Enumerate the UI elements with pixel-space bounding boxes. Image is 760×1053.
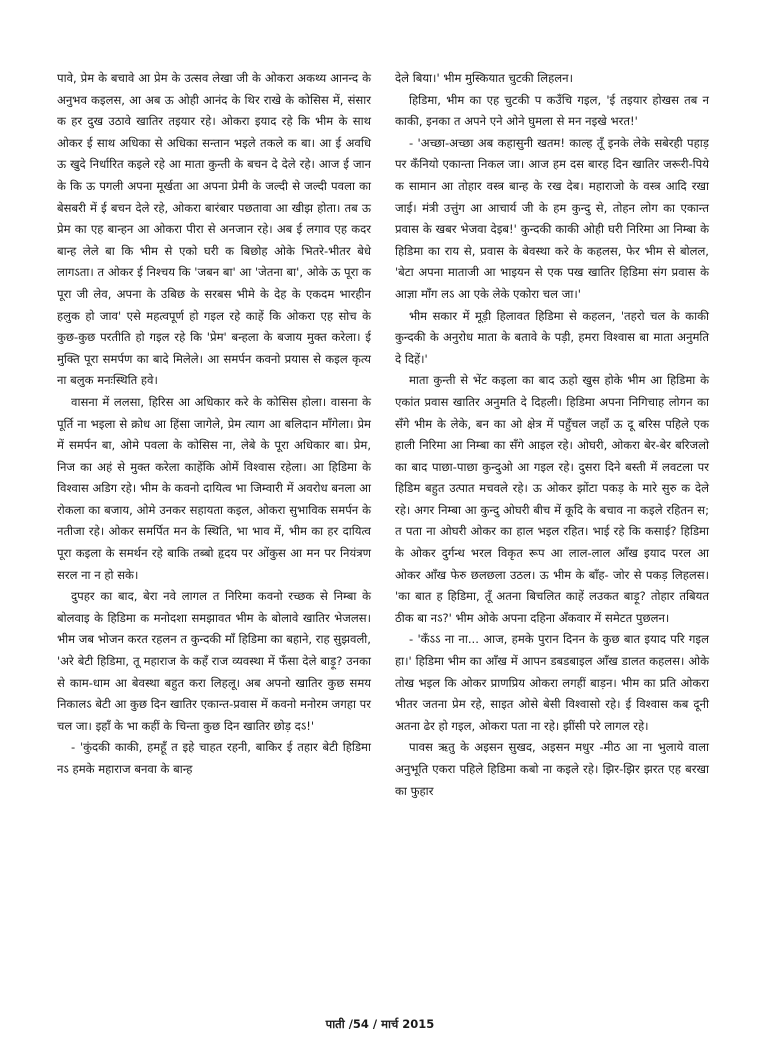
paragraph: - 'कुंदकी काकी, हमहूँ त इहे चाहत रहनी, बाकिर ई तहार बेटी हिडिमा नऽ हमके महाराज बनवा के बान्ह	[57, 740, 371, 776]
left-column	[57, 68, 371, 781]
paragraph: देले बिया।' भीम मुस्कियात चुटकी लिहलन।	[395, 71, 573, 85]
paragraph: हिडिमा, भीम का एह चुटकी प कउँचि गइल, 'ई तइयार होखस तब न काकी, इनका त अपने एने ओने घुमला से मन नइखे भरत!'	[395, 92, 709, 129]
paragraph: दुपहर का बाद, बेरा नवे लागल त निरिमा कवनो रच्छक से निम्बा के बोलवाइ के हिडिमा क मनोदशा समझावत भीम के बोलावे खातिर भेजलस। भीम जब भोजन करत रहलन त कुन्दकी माँ हिडिमा का बहाने, राह सुझवली, 'अरे बेटी हिडिमा, तू महाराज के कहँ राज व्यवस्था में फँसा देले बाड़ू? उनका से काम-धाम आ बेवस्था बहुत करा लिहलू। अब अपनो खातिर कुछ समय निकालऽ बेटी आ कुछ दिन खातिर एकान्त-प्रवास में कवनो मनोरम जगहा पर चल जा। इहाँ के भा कहीं के चिन्ता कुछ दिन खातिर छोड़ दऽ!'	[57, 589, 371, 733]
paragraph: - 'अच्छा-अच्छा अब कहासुनी खतम! काल्ह तूँ इनके लेके सबेरही पहाड़ पर कँनियो एकान्ता निकल जा। आज हम दस बारह दिन खातिर जरूरी-पिये क सामान आ तोहार वस्त्र बान्ह के रख देब। महाराजो के वस्त्र आदि रखा जाई। मंत्री उत्तुंग आ आचार्य जी के हम कुन्दु से, तोहन लोग का एकान्त प्रवास के खबर भेजवा देइब!' कुन्दकी काकी ओही घरी निरिमा आ निम्बा के हिडिमा का राय से, प्रवास के बेवस्था करे के कहलस, फेर भीम से बोलल, 'बेटा अपना माताजी आ भाइयन से एक पख खातिर हिडिमा संग प्रवास के आज्ञा माँग लऽ आ एके लेके एकोरा चल जा।'	[395, 135, 709, 301]
paragraph: माता कुन्ती से भेंट कइला का बाद ऊहो खुस होके भीम आ हिडिमा के एकांत प्रवास खातिर अनुमति दे दिहली। हिडिमा अपना निगिचाह लोगन का सँगे भीम के लेके, बन का ओ क्षेत्र में पहुँचल जहाँ ऊ दू बरिस पहिले एक हाली निरिमा आ निम्बा का सँगे आइल रहे। ओघरी, ओकरा बेर-बेर बरिजलो का बाद पाछा-पाछा कुन्दुओ आ गइल रहे। दुसरा दिने बस्ती में लवटला पर हिडिम बहुत उत्पात मचवले रहे। ऊ ओकर झोंटा पकड़ के मारे सुरु क देले रहे। अगर निम्बा आ कुन्दु ओघरी बीच में कूदि के बचाव ना कइले रहितन स; त पता ना ओघरी ओकर का हाल भइल रहित। भाई रहे कि कसाई? हिडिमा के ओकर दुर्गन्ध भरल विकृत रूप आ लाल-लाल आँख इयाद परल आ ओकर आँख फेरु छलछला उठल। ऊ भीम के बाँह- जोर से पकड़ लिहलस। 'का बात ह हिडिमा, तूँ अतना बिचलित काहें लउकत बाड़ू? तोहार तबियत ठीक बा नऽ?' भीम ओके अपना दहिना अँकवार में समेटत पुछलन।	[395, 373, 709, 625]
paragraph: वासना में ललसा, हिरिस आ अधिकार करे के कोसिस होला। वासना के पूर्ति ना भइला से क्रोध आ हिंसा जागेले, प्रेम त्याग आ बलिदान माँगेला। प्रेम में समर्पन बा, ओमे पवला के कोसिस ना, लेबे के पूरा अधिकार बा। प्रेम, निज का अहं से मुक्त करेला काहेंकि ओमें विश्वास रहेला। आ हिडिमा के विश्वास अडिग रहे। भीम के कवनो दायित्व भा जिम्वारी में अवरोध बनला आ रोकला का बजाय, ओमे उनकर सहायता कइल, ओकरा सुभाविक समर्पन के नतीजा रहे। ओकर समर्पित मन के स्थिति, भा भाव में, भीम का हर दायित्व पूरा कइला के समर्थन रहे बाकि तब्बो हृदय पर ओंकुस आ मन पर नियंत्रण सरल ना न हो सके।	[57, 394, 371, 582]
paragraph: पावे, प्रेम के बचावे आ प्रेम के उत्सव लेखा जी के ओकरा अकथ्य आनन्द के अनुभव कइलस, आ अब ऊ ओही आनंद के थिर राखे के कोसिस में, संसार क हर दुख उठावे खातिर तइयार रहे। ओकरा इयाद रहे कि भीम के साथ ओकर ई साथ अधिका से अधिका सन्तान भइले तकले क बा। आ ई अवधि ऊ खुदे निर्धारित कइले रहे आ माता कुन्ती के बचन दे देले रहे। आज ई जान के कि ऊ पगली अपना मूर्खता आ अपना प्रेमी के जल्दी से जल्दी पवला का बेसबरी में ई बचन देले रहे, ओकरा बारंबार पछतावा आ खीझ होता। तब ऊ प्रेम का एह बान्हन आ ओकरा पीरा से अनजान रहे। अब ई लगाव एह कदर बान्ह लेले बा कि भीम से एको घरी क बिछोह ओके भितरे-भीतर बेधे लागऽता। त ओकर ई निश्चय कि 'जबन बा' आ 'जेतना बा', ओके ऊ पूरा क पूरा जी लेव, अपना के उबिछ के सरबस भीमे के देह के एकदम भारहीन हलुक हो जाव' एसे महत्वपूर्ण हो गइल रहे काहें कि ओकरा एह सोच के कुछ-कुछ परतीति हो गइल रहे कि 'प्रेम' बन्हला के बजाय मुक्त करेला। ई मुक्ति पूरा समर्पण का बादे मिलेले। आ समर्पन कवनो प्रयास से कइल कृत्य ना बलुक मनःस्थिति हवे।	[57, 71, 371, 388]
paragraph: भीम सकार में मूड़ी हिलावत हिडिमा से कहलन, 'तहरो चल के काकी कुन्दकी के अनुरोध माता के बतावे के पड़ी, हमरा विश्वास बा माता अनुमति दे दिहें।'	[395, 308, 709, 366]
paragraph: पावस ऋतु के अइसन सुखद, अइसन मधुर -मीठ आ ना भुलाये वाला अनुभूति एकरा पहिले हिडिमा कबो ना कइले रहे। झिर-झिर झरत एह बरखा का फुहार	[395, 740, 709, 798]
page-footer: पाती /54 / मार्च 2015	[325, 1017, 435, 1031]
right-column	[395, 68, 709, 802]
paragraph: - 'कँऽऽ ना ना... आज, हमके पुरान दिनन के कुछ बात इयाद परि गइल हा।' हिडिमा भीम का आँख में आपन डबडबाइल आँख डालत कहलस। ओके तोख भइल कि ओकर प्राणप्रिय ओकरा लगहीं बाड़न। भीम का प्रति ओकरा भीतर जतना प्रेम रहे, साइत ओसे बेसी विश्वासो रहे। ई विश्वास कब दूनी अतना ढेर हो गइल, ओकरा पता ना रहे। झींसी परे लागल रहे।	[395, 632, 709, 733]
